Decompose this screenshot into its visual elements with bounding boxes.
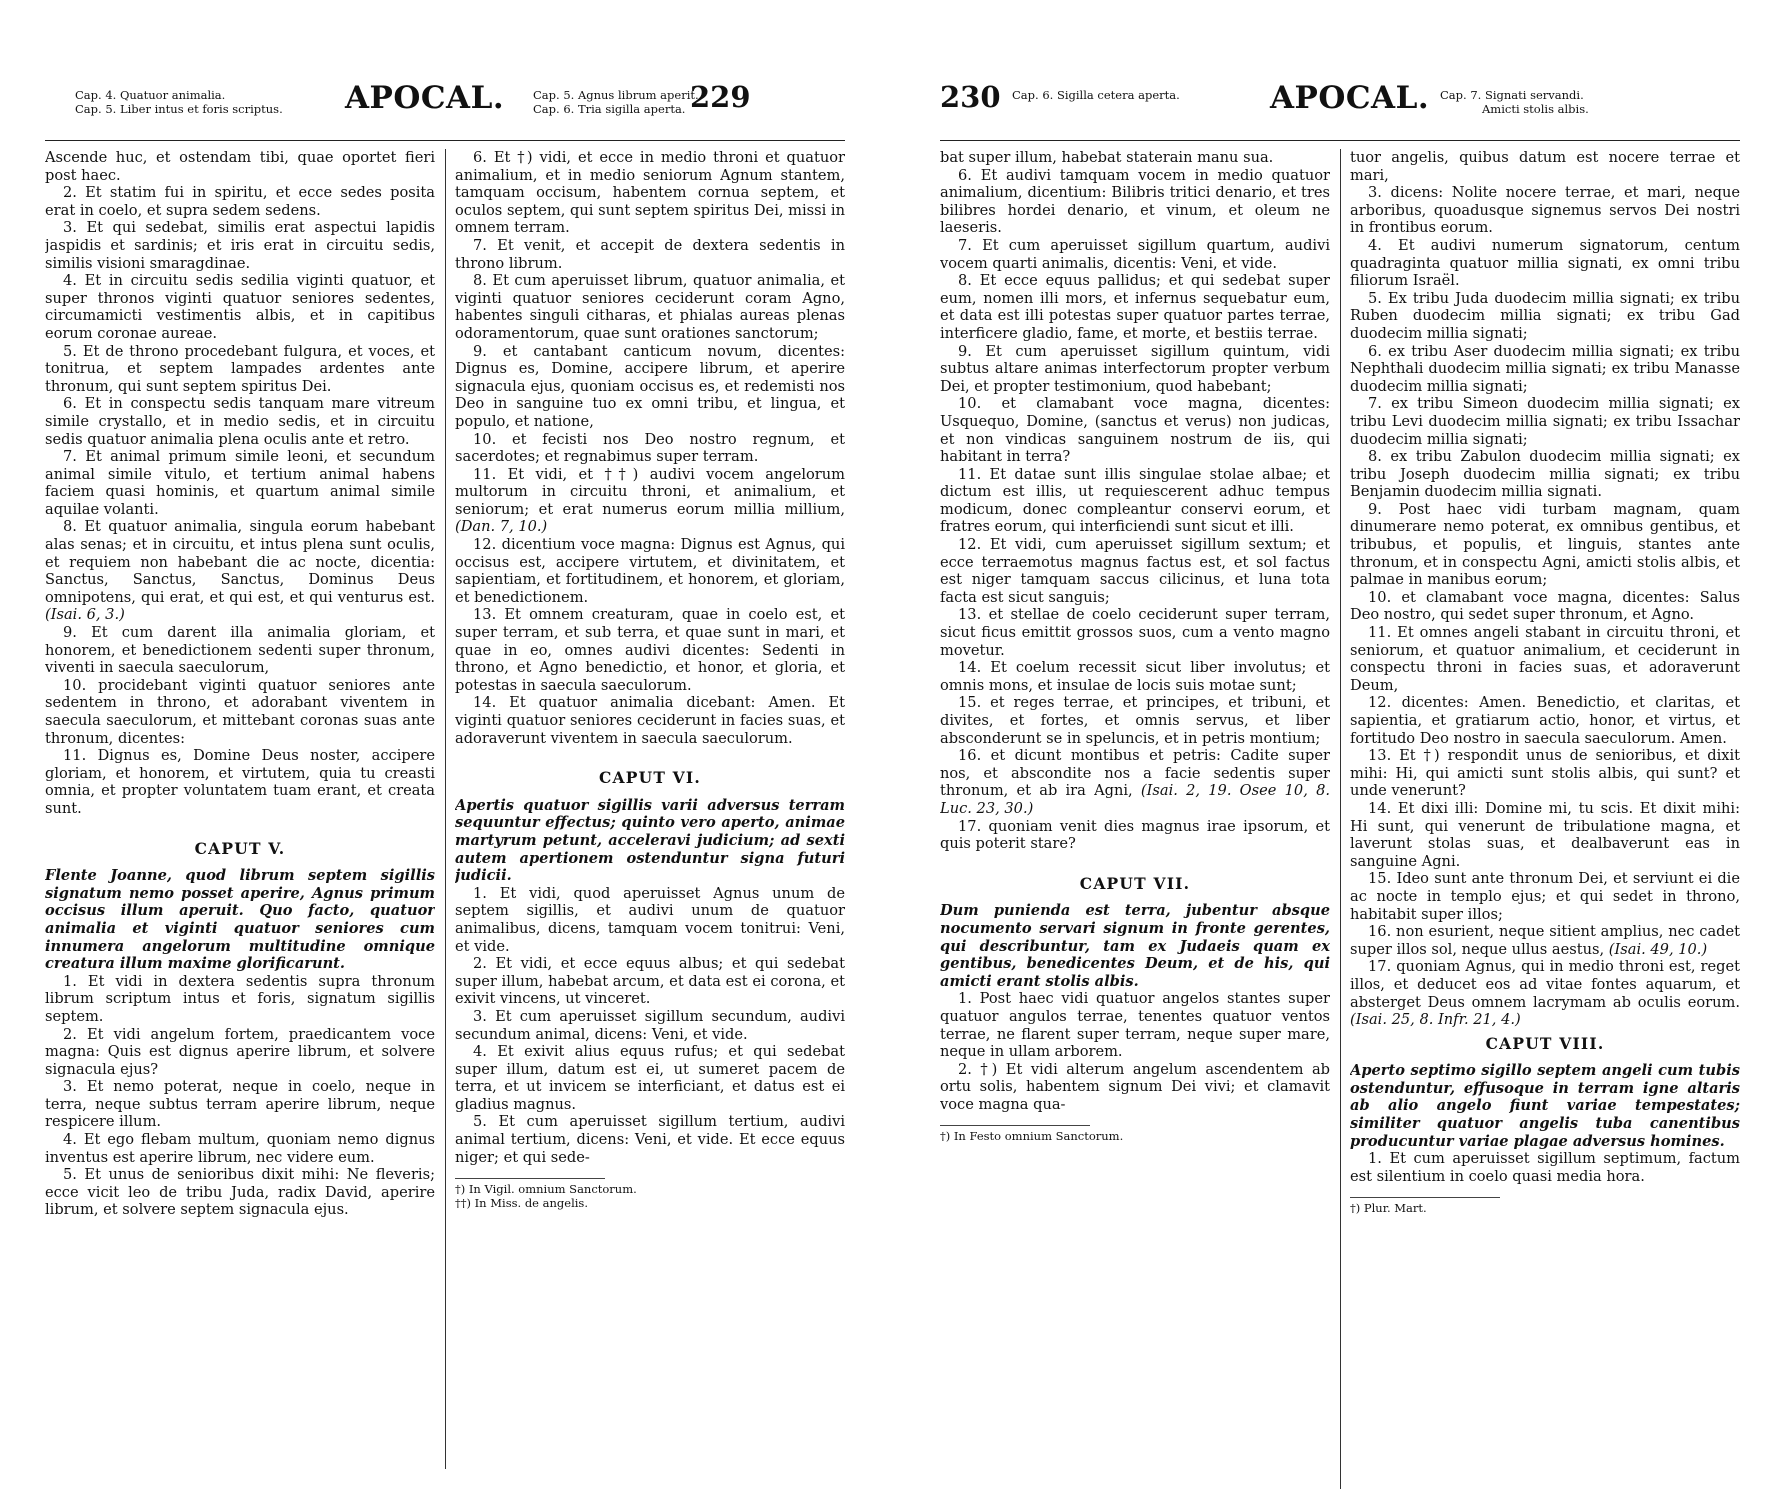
verse: 10. et clamabant voce magna, dicentes: Salus Deo nostro, qui sedet super thronum, et Agno. (1350, 588, 1740, 624)
verse: 4. Et audivi numerum signatorum, centum quadraginta quatuor millia signati, ex omni tribu filiorum Israël. (1350, 236, 1740, 290)
header-note: Cap. 5. Liber intus et foris scriptus. (75, 102, 283, 116)
verse: 9. Et cum aperuisset sigillum quintum, vidi subtus altare animas interfectorum propter verbum Dei, et propter testimonium, quod habebant; (940, 342, 1330, 395)
chapter-summary: Aperto septimo sigillo septem angeli cum tubis ostenduntur, effusoque in terram igne altaris ab alio angelo fiunt variae tempestates; similiter quatuor angelis tuba canentibus producuntur variae plagae adversus homines. (1350, 1062, 1740, 1150)
verse: 14. Et coelum recessit sicut liber involutus; et omnis mons, et insulae de locis suis motae sunt; (940, 659, 1330, 694)
right-page-column-1 (940, 149, 1330, 1143)
verse: 4. Et exivit alius equus rufus; et qui sedebat super illum, datum est ei, ut sumeret pacem de terra, et ut invicem se interficiant, et datus est ei gladius magnus. (455, 1043, 845, 1113)
verse: 9. Et cum darent illa animalia gloriam, et honorem, et benedictionem sedenti super thronum, viventi in saecula saeculorum, (45, 624, 435, 677)
verse-text: 16. et dicunt montibus et petris: Cadite super nos, et abscondite nos a facie sedentis super thronum, et ab ira Agni, (940, 747, 1330, 800)
column-divider (445, 149, 446, 1469)
left-page (45, 70, 845, 1219)
verse: 3. dicens: Nolite nocere terrae, et mari, neque arboribus, quoadusque signemus servos Dei nostri in frontibus eorum. (1350, 184, 1740, 237)
verse: 14. Et quatuor animalia dicebant: Amen. Et viginti quatuor seniores ceciderunt in facies suas, et adoraverunt viventem in saecula saeculorum. (455, 694, 845, 747)
scripture-reference: (Isai. 25, 8. Infr. 21, 4.) (1350, 1011, 1521, 1029)
paragraph: bat super illum, habebat staterain manu sua. (940, 149, 1274, 166)
scripture-reference: (Isai. 2, 19. Osee 10, 8. Luc. 23, 30.) (940, 782, 1330, 817)
verse: 4. Et in circuitu sedis sedilia viginti quatuor, et super thronos viginti quatuor seniores sedentes, circumamicti vestimentis albis, et in capitibus eorum coronae aureae. (45, 272, 435, 342)
verse: 5. Et cum aperuisset sigillum tertium, audivi animal tertium, dicens: Veni, et vide. Et ecce equus niger; et qui sede- (455, 1113, 845, 1166)
footnote: †) Plur. Mart. (1350, 1201, 1427, 1216)
verse (940, 747, 1330, 817)
running-title: APOCAL. (345, 80, 505, 116)
verse: 6. Et in conspectu sedis tanquam mare vitreum simile crystallo, et in medio sedis, et in circuitu sedis quatuor animalia plena oculis ante et retro. (45, 395, 435, 448)
verse (45, 518, 435, 624)
verse: 13. Et omnem creaturam, quae in coelo est, et super terram, et sub terra, et quae sunt in mari, et quae in eo, omnes audivi dicentes: Sedenti in throno, et Agno benedictio, et honor, et gloria, et potestas in saecula saeculorum. (455, 606, 845, 694)
header-note: Cap. 6. Sigilla cetera aperta. (1012, 88, 1180, 102)
chapter-summary: Apertis quatuor sigillis varii adversus terram sequuntur effectus; quinto vero aperto, animae martyrum petunt, acceleravi judicium; ad sexti autem apertionem ostenduntur signa futuri judicii. (455, 796, 845, 885)
verse: 11. Et datae sunt illis singulae stolae albae; et dictum est illis, ut requiescerent adhuc tempus modicum, donec compleantur conservi eorum, et fratres eorum, qui interficiendi sunt sicut et illi. (940, 465, 1330, 536)
verse: 7. Et venit, et accepit de dextera sedentis in throno librum. (455, 236, 845, 272)
paragraph: Ascende huc, et ostendam tibi, quae oportet fieri post haec. (45, 149, 435, 184)
verse: 2. Et statim fui in spiritu, et ecce sedes posita erat in coelo, et supra sedem sedens. (45, 184, 435, 219)
running-title: APOCAL. (1270, 80, 1430, 116)
verse-text: 17. quoniam Agnus, qui in medio throni est, reget illos, et deducet eos ad vitae fontes aquarum, et absterget Deus omnem lacrymam ab oculis eorum. (1350, 958, 1740, 1011)
footnote: †) In Festo omnium Sanctorum. (940, 1129, 1124, 1144)
verse: 2. Et vidi angelum fortem, praedicantem voce magna: Quis est dignus aperire librum, et solvere signacula ejus? (45, 1025, 435, 1078)
chapter-summary: Dum punienda est terra, jubentur absque nocumento servari signum in fronte gerentes, qui describuntur, tam ex Judaeis quam ex gentibus, benedicentes Deum, et de his, qui amicti erant stolis albis. (940, 902, 1330, 990)
verse: 12. dicentes: Amen. Benedictio, et claritas, et sapientia, et gratiarum actio, honor, et virtus, et fortitudo Deo nostro in saecula saeculorum. Amen. (1350, 694, 1740, 747)
footnote: †) In Vigil. omnium Sanctorum. (455, 1182, 637, 1197)
right-page-column-2 (1350, 149, 1740, 1215)
verse: 6. ex tribu Aser duodecim millia signati; ex tribu Nephthali duodecim millia signati; ex tribu Manasse duodecim millia signati; (1350, 342, 1740, 395)
verse: 3. Et nemo poterat, neque in coelo, neque in terra, neque subtus terram aperire librum, neque respicere illum. (45, 1078, 435, 1131)
right-header-chapter-notes (1440, 88, 1589, 116)
verse: 15. et reges terrae, et principes, et tribuni, et divites, et fortes, et omnis servus, et liber absconderunt se in speluncis, et in petris montium; (940, 694, 1330, 747)
page-number: 230 (940, 80, 1001, 114)
header-note: Cap. 6. Tria sigilla aperta. (533, 102, 686, 116)
verse-text: 8. Et quatuor animalia, singula eorum habebant alas senas; et in circuitu, et intus plena sunt oculis, et requiem non habebant die ac nocte, dicentia: Sanctus, Sanctus, Sanctus, Dominus Deus omnipotens, qui erat, et qui est, et qui venturus est. (45, 518, 435, 606)
left-page-header (45, 70, 845, 141)
footnotes (1350, 1197, 1500, 1215)
verse: 13. et stellae de coelo ceciderunt super terram, sicut ficus emittit grossos suos, cum a vento magno movetur. (940, 606, 1330, 659)
chapter-heading: CAPUT VI. (599, 768, 701, 788)
verse: 6. Et audivi tamquam vocem in medio quatuor animalium, dicentium: Bilibris tritici denario, et tres bilibres hordei denario, et vinum, et oleum ne laeseris. (940, 166, 1330, 237)
left-page-column-2 (455, 149, 845, 1210)
paragraph: tuor angelis, quibus datum est nocere terrae et mari, (1350, 149, 1740, 184)
verse: 10. procidebant viginti quatuor seniores ante sedentem in throno, et adorabant viventem in saecula saeculorum, et mittebant coronas suas ante thronum, dicentes: (45, 676, 435, 747)
scripture-reference: (Isai. 6, 3.) (45, 606, 125, 624)
verse: 7. Et cum aperuisset sigillum quartum, audivi vocem quarti animalis, dicentis: Veni, et vide. (940, 236, 1330, 272)
header-note: Cap. 4. Quatuor animalia. (75, 88, 226, 102)
verse (455, 466, 845, 536)
verse: 2. Et vidi, et ecce equus albus; et qui sedebat super illum, habebat arcum, et data est ei corona, et exivit vincens, ut vinceret. (455, 955, 845, 1008)
header-note: Amicti stolis albis. (1482, 102, 1589, 116)
footnotes (940, 1125, 1124, 1144)
verse: 1. Et cum aperuisset sigillum septimum, factum est silentium in coelo quasi media hora. (1350, 1150, 1740, 1185)
verse (1350, 958, 1740, 1028)
scripture-reference: (Isai. 49, 10.) (1608, 940, 1708, 958)
verse-text: 11. Et vidi, et ††) audivi vocem angelorum multorum in circuitu throni, et animalium, et seniorum; et erat numerus eorum millia millium, (455, 465, 845, 518)
verse: 3. Et qui sedebat, similis erat aspectui lapidis jaspidis et sardinis; et iris erat in circuitu sedis, similis visioni smaragdinae. (45, 219, 435, 272)
chapter-summary: Flente Joanne, quod librum septem sigillis signatum nemo posset aperire, Agnus primum occisus illum aperuit. Quo facto, quatuor animalia et viginti quatuor seniores cum innumera angelorum multitudine omnique creatura illum maxime glorificarunt. (45, 867, 435, 973)
chapter-heading: CAPUT VIII. (1485, 1033, 1605, 1053)
verse (1350, 923, 1740, 958)
right-page (940, 70, 1740, 1216)
verse: 5. Et unus de senioribus dixit mihi: Ne fleveris; ecce vicit leo de tribu Juda, radix David, aperire librum, et solvere septem signacula ejus. (45, 1166, 435, 1219)
verse: 11. Et omnes angeli stabant in circuitu throni, et seniorum, et quatuor animalium, et ceciderunt in conspectu throni in facies suas, et adoraverunt Deum, (1350, 624, 1740, 694)
verse: 4. Et ego flebam multum, quoniam nemo dignus inventus est aperire librum, nec videre eum. (45, 1131, 435, 1166)
left-page-column-1 (45, 149, 435, 1219)
verse: 6. Et †) vidi, et ecce in medio throni et quatuor animalium, et in medio seniorum Agnum stantem, tamquam occisum, habentem cornua septem, et oculos septem, qui sunt septem spiritus Dei, missi in omnem terram. (455, 149, 845, 237)
verse: 3. Et cum aperuisset sigillum secundum, audivi secundum animal, dicens: Veni, et vide. (455, 1007, 845, 1043)
verse: 12. dicentium voce magna: Dignus est Agnus, qui occisus est, accipere virtutem, et divinitatem, et sapientiam, et fortitudinem, et honorem, et gloriam, et benedictionem. (455, 536, 845, 606)
footnotes (455, 1178, 637, 1211)
footnote: ††) In Miss. de angelis. (455, 1196, 588, 1211)
verse-text: 16. non esurient, neque sitient amplius, nec cadet super illos sol, neque ullus aestus, (1350, 923, 1740, 958)
column-divider (1340, 149, 1341, 1489)
verse: 10. et fecisti nos Deo nostro regnum, et sacerdotes; et regnabimus super terram. (455, 430, 845, 466)
scripture-reference: (Dan. 7, 10.) (455, 518, 548, 536)
verse: 10. et clamabant voce magna, dicentes: Usquequo, Domine, (sanctus et verus) non judicas, et non vindicas sanguinem nostrum de iis, qui habitant in terra? (940, 395, 1330, 466)
page-number: 229 (690, 80, 751, 114)
chapter-heading: CAPUT V. (194, 838, 286, 858)
header-note: Cap. 7. Signati servandi. (1440, 88, 1584, 102)
verse: 7. Et animal primum simile leoni, et secundum animal simile vitulo, et tertium animal habens faciem quasi hominis, et quartum animal simile aquilae volanti. (45, 448, 435, 518)
verse: 13. Et †) respondit unus de senioribus, et dixit mihi: Hi, qui amicti sunt stolis albis, qui sunt? et unde venerunt? (1350, 747, 1740, 800)
verse: 5. Ex tribu Juda duodecim millia signati; ex tribu Ruben duodecim millia signati; ex tribu Gad duodecim millia signati; (1350, 289, 1740, 342)
verse: 8. Et ecce equus pallidus; et qui sedebat super eum, nomen illi mors, et infernus sequebatur eum, et data est illi potestas super quatuor partes terrae, interficere gladio, fame, et morte, et bestiis terrae. (940, 272, 1330, 342)
verse: 1. Post haec vidi quatuor angelos stantes super quatuor angulos terrae, tenentes quatuor ventos terrae, ne flarent super terram, neque super mare, neque in ullam arborem. (940, 990, 1330, 1061)
verse: 8. ex tribu Zabulon duodecim millia signati; ex tribu Joseph duodecim millia signati; ex tribu Benjamin duodecim millia signati. (1350, 448, 1740, 501)
verse: 1. Et vidi, quod aperuisset Agnus unum de septem sigillis, et audivi unum de quatuor animalibus, dicens, tamquam vocem tonitrui: Veni, et vide. (455, 884, 845, 955)
verse: 9. et cantabant canticum novum, dicentes: Dignus es, Domine, accipere librum, et aperire signacula ejus, quoniam occisus es, et redemisti nos Deo in sanguine tuo ex omni tribu, et lingua, et populo, et natione, (455, 342, 845, 430)
left-header-chapter-notes (75, 88, 283, 116)
verse: 12. Et vidi, cum aperuisset sigillum sextum; et ecce terraemotus magnus factus est, et sol factus est niger tamquam saccus cilicinus, et luna tota facta est sicut sanguis; (940, 536, 1330, 606)
verse: 8. Et cum aperuisset librum, quatuor animalia, et viginti quatuor seniores ceciderunt coram Agno, habentes singuli citharas, et phialas aureas plenas odoramentorum, quae sunt orationes sanctorum; (455, 272, 845, 342)
verse: 5. Et de throno procedebant fulgura, et voces, et tonitrua, et septem lampades ardentes ante thronum, qui sunt septem spiritus Dei. (45, 342, 435, 395)
verse: 9. Post haec vidi turbam magnam, quam dinumerare nemo poterat, ex omnibus gentibus, et tribubus, et populis, et linguis, stantes ante thronum, et in conspectu Agni, amicti stolis albis, et palmae in manibus eorum; (1350, 500, 1740, 589)
right-header-chapter-notes (533, 88, 699, 116)
verse: 14. Et dixi illi: Domine mi, tu scis. Et dixit mihi: Hi sunt, qui venerunt de tribulatione magna, et laverunt stolas suas, et dealbaverunt eas in sanguine Agni. (1350, 799, 1740, 870)
header-note: Cap. 5. Agnus librum aperit. (533, 88, 699, 102)
chapter-heading: CAPUT VII. (1079, 873, 1191, 893)
verse: 17. quoniam venit dies magnus irae ipsorum, et quis poterit stare? (940, 817, 1330, 853)
verse: 7. ex tribu Simeon duodecim millia signati; ex tribu Levi duodecim millia signati; ex tribu Issachar duodecim millia signati; (1350, 395, 1740, 448)
verse: 11. Dignus es, Domine Deus noster, accipere gloriam, et honorem, et virtutem, quia tu creasti omnia, et propter voluntatem tuam erant, et creata sunt. (45, 747, 435, 817)
verse: 1. Et vidi in dextera sedentis supra thronum librum scriptum intus et foris, signatum sigillis septem. (45, 972, 435, 1025)
verse: 2. †) Et vidi alterum angelum ascendentem ab ortu solis, habentem signum Dei vivi; et clamavit voce magna qua- (940, 1060, 1330, 1113)
verse: 15. Ideo sunt ante thronum Dei, et serviunt ei die ac nocte in templo ejus; et qui sedet in throno, habitabit super illos; (1350, 870, 1740, 923)
right-page-header (940, 70, 1740, 141)
left-header-chapter-notes (1012, 88, 1180, 102)
